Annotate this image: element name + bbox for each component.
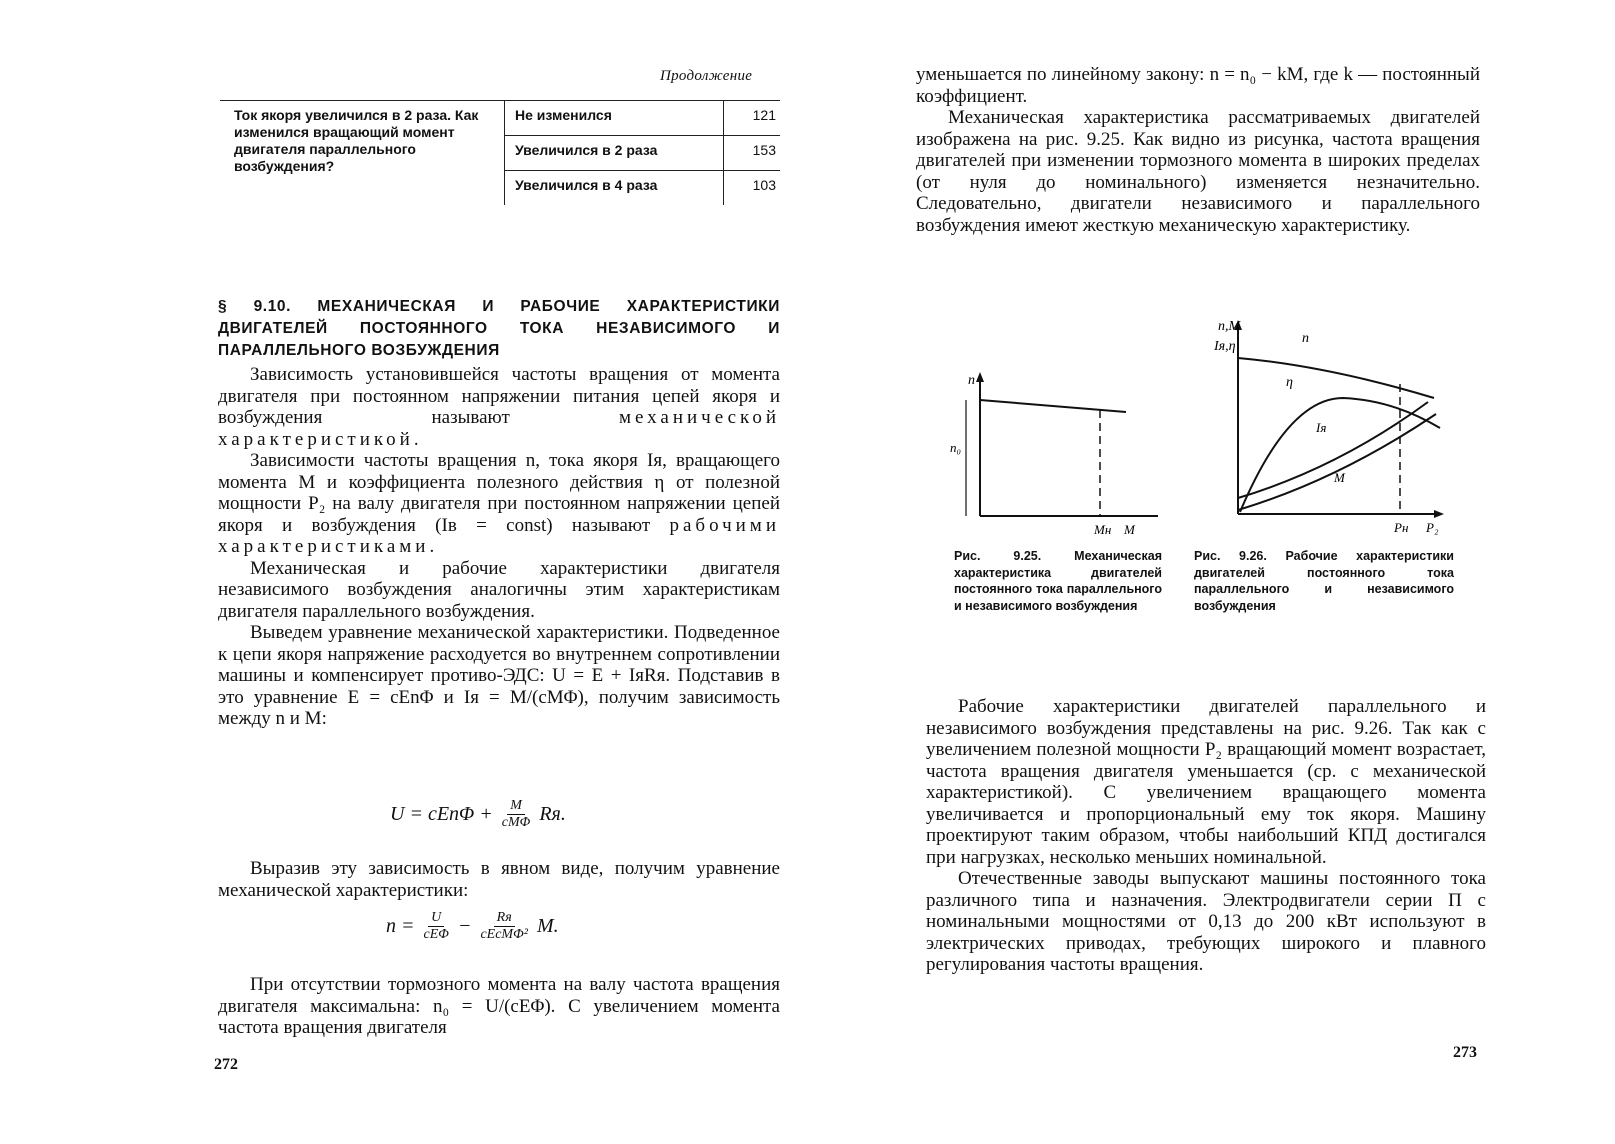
right-page: [808, 0, 1615, 1144]
curve-n: [1238, 358, 1434, 398]
figure-9-25-caption: Рис. 9.25. Механическая характеристика двигателей постоянного тока параллельного и независимого возбуждения: [954, 549, 1162, 613]
question-text: Ток якоря увеличился в 2 раза. Как изменился вращающий момент двигателя параллельного возбуждения?: [220, 101, 505, 206]
left-text-block-2: [218, 858, 780, 901]
axis-label-n-m: n,M: [1218, 319, 1241, 334]
axis-label-p2: P₂: [1426, 520, 1439, 535]
figure-9-25-mechanical-characteristic: [948, 370, 1168, 540]
page-number: 273: [1453, 1044, 1477, 1061]
label-ia: Iя: [1316, 420, 1327, 435]
label-pn: Pн: [1394, 520, 1409, 535]
answer-option: Увеличился в 4 раза: [505, 171, 724, 206]
label-m: M: [1334, 470, 1345, 485]
paragraph: Выведем уравнение механической характеристики. Подведенное к цепи якоря напряжение расходуется во внутреннем сопротивлении машины и компенсирует противо-ЭДС: U = E + IяRя. Подставив в это уравнение E = cEnΦ и Iя = M/(cMΦ), получим зависимость между n и M:: [218, 622, 780, 729]
right-text-block-2: [926, 696, 1486, 976]
axis-label-m: M: [1124, 522, 1135, 537]
paragraph: Отечественные заводы выпускают машины постоянного тока различного типа и назначения. Электродвигатели серии П с номинальными мощностями от 0,13 до 200 кВт используют в электрических приводах, требующих широкого и плавного регулирования частоты вращения.: [926, 868, 1486, 975]
left-text-block-1: [218, 364, 780, 730]
continuation-label: Продолжение: [660, 68, 753, 84]
paragraph: Зависимости частоты вращения n, тока якоря Iя, вращающего момента M и коэффициента полезного действия η от полезной мощности P₂ на валу двигателя при постоянном напряжении цепей якоря и возбуждения (Iв = const) называют рабочими характеристиками.: [218, 450, 780, 557]
characteristic-line: [980, 400, 1126, 412]
paragraph: Рабочие характеристики двигателей параллельного и независимого возбуждения представлены на рис. 9.26. Так как с увеличением полезной мощности P₂ вращающий момент возрастает, частота вращения двигателя уменьшается (ср. с механической характеристикой). С увеличением вращающего момента увеличивается и пропорциональный ему ток якоря. Машину проектируют таким образом, чтобы наибольший КПД достигался при нагрузках, несколько меньших номинальной.: [926, 696, 1486, 868]
label-eta: η: [1286, 375, 1293, 390]
answer-code: 121: [724, 101, 781, 136]
y-axis-arrow: [976, 372, 984, 382]
term: механической характеристикой: [218, 407, 780, 450]
answer-code: 153: [724, 136, 781, 171]
figure-9-26-caption: Рис. 9.26. Рабочие характеристики двигателей постоянного тока параллельного и независимого возбуждения: [1194, 549, 1454, 613]
curve-m: [1238, 414, 1436, 510]
question-table: [220, 100, 780, 205]
right-text-block-1: [916, 64, 1480, 236]
paragraph: Механическая и рабочие характеристики двигателя независимого возбуждения аналогичны этим характеристикам двигателя параллельного возбуждения.: [218, 557, 780, 622]
section-title: § 9.10. МЕХАНИЧЕСКАЯ И РАБОЧИЕ ХАРАКТЕРИСТИКИ ДВИГАТЕЛЕЙ ПОСТОЯННОГО ТОКА НЕЗАВИСИМОГО И ПАРАЛЛЕЛЬНОГО ВОЗБУЖДЕНИЯ: [218, 298, 780, 359]
x-axis-arrow: [1434, 510, 1444, 518]
term: рабочими характеристиками: [218, 514, 780, 557]
label-n: n: [1302, 331, 1309, 346]
answer-option: Не изменился: [505, 101, 724, 136]
label-mn: Mн: [1094, 522, 1112, 537]
left-text-block-3: [218, 974, 780, 1039]
axis-label-ia-eta: Iя,η: [1214, 339, 1236, 354]
label-n0: n₀: [950, 440, 962, 455]
formula-emf: U = cEnΦ + $\frac{M}{\text{cMΦ}}$ Rя.: [390, 798, 566, 830]
axis-label-n: n: [968, 373, 975, 388]
table-row: [220, 101, 780, 136]
formula-mech-characteristic: n = $\frac{U}{\text{cEΦ}}$ − $\frac{Rя}{\text{cEcMΦ²}}$ M.: [386, 910, 559, 942]
answer-code: 103: [724, 171, 781, 206]
paragraph: Выразив эту зависимость в явном виде, получим уравнение механической характеристики:: [218, 858, 780, 901]
paragraph: При отсутствии тормозного момента на валу частота вращения двигателя максимальна: n₀ = U/(cEΦ). С увеличением момента частота вращения двигателя: [218, 974, 780, 1038]
answer-option: Увеличился в 2 раза: [505, 136, 724, 171]
page-number: 272: [214, 1056, 238, 1073]
paragraph: Механическая характеристика рассматриваемых двигателей изображена на рис. 9.25. Как видно из рисунка, частота вращения двигателей при изменении тормозного момента в широких пределах (от нуля до номинального) изменяется незначительно. Следовательно, двигатели независимого и параллельного возбуждения имеют жесткую механическую характеристику.: [916, 107, 1480, 236]
paragraph: уменьшается по линейному закону: n = n₀ − kM, где k — постоянный коэффициент.: [916, 64, 1480, 107]
figure-9-26-working-characteristics: [1178, 318, 1448, 538]
paragraph: Зависимость установившейся частоты вращения от момента двигателя при постоянном напряжении питания цепей якоря и возбуждения называют механической характеристикой.: [218, 364, 780, 450]
